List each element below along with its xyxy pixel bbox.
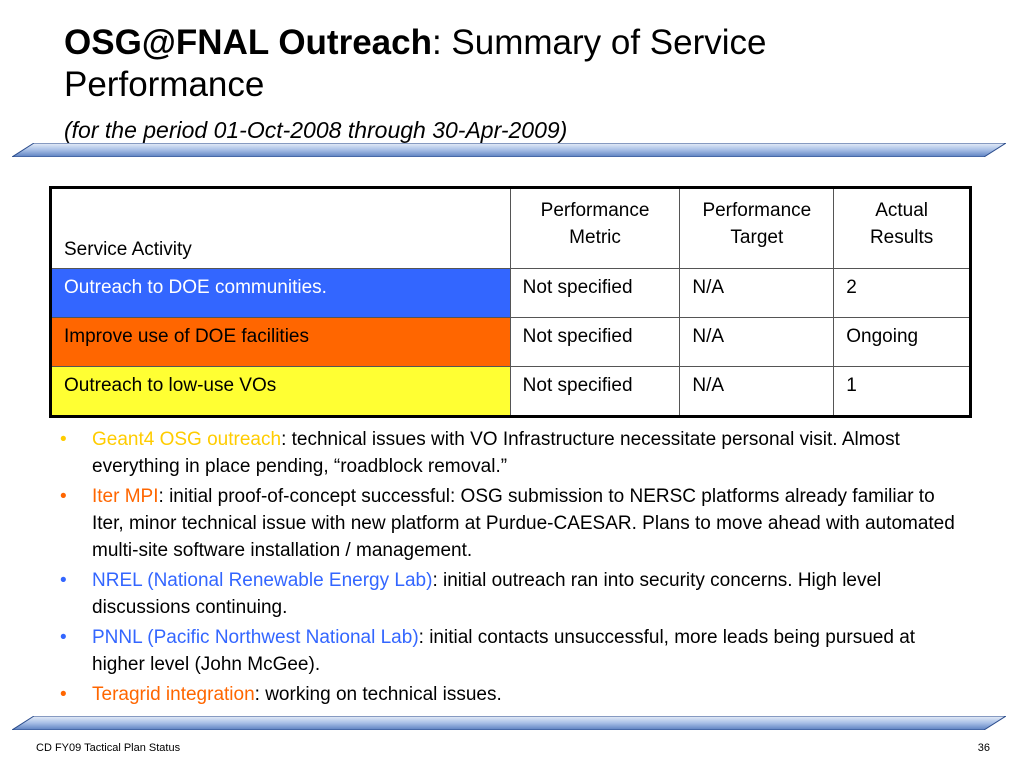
bullet-heading: Teragrid integration (92, 684, 255, 705)
cell-performance-metric: Not specified (510, 318, 680, 367)
bullet-item (60, 567, 960, 621)
page-number: 36 (977, 742, 990, 754)
header-service-activity: Service Activity (51, 188, 511, 269)
header-actual-results: Actual Results (834, 188, 971, 269)
top-divider (12, 143, 1006, 157)
cell-actual-results: Ongoing (834, 318, 971, 367)
bullet-item (60, 483, 960, 564)
cell-service-activity: Outreach to DOE communities. (51, 269, 511, 318)
bullet-heading: NREL (National Renewable Energy Lab) (92, 570, 433, 591)
header-performance-target: Performance Target (680, 188, 834, 269)
table-row (51, 269, 971, 318)
bullet-text: : working on technical issues. (254, 684, 502, 705)
slide-title (64, 22, 964, 106)
bullet-heading: PNNL (Pacific Northwest National Lab) (92, 627, 419, 648)
cell-performance-target: N/A (680, 367, 834, 417)
slide-subtitle: (for the period 01-Oct-2008 through 30-Apr-2009) (64, 117, 568, 143)
bullet-text: : initial outreach ran into security concerns. High level discussions continuing. (92, 570, 882, 618)
slide-title-rest: : Summary of Service Performance (64, 23, 767, 104)
bullet-list (60, 426, 960, 711)
table-row (51, 367, 971, 417)
bullet-marker: • (60, 486, 67, 507)
performance-table (49, 186, 972, 418)
bullet-marker: • (60, 684, 67, 705)
bullet-text: : initial contacts unsuccessful, more leads being pursued at higher level (John McGee). (92, 627, 916, 675)
cell-performance-target: N/A (680, 318, 834, 367)
cell-service-activity: Improve use of DOE facilities (51, 318, 511, 367)
cell-actual-results: 1 (834, 367, 971, 417)
bullet-marker: • (60, 570, 67, 591)
cell-actual-results: 2 (834, 269, 971, 318)
bottom-divider (12, 716, 1006, 730)
cell-performance-target: N/A (680, 269, 834, 318)
bullet-heading: Geant4 OSG outreach (92, 429, 282, 450)
table-row (51, 318, 971, 367)
footer-text: CD FY09 Tactical Plan Status (36, 742, 181, 754)
cell-performance-metric: Not specified (510, 269, 680, 318)
bullet-item (60, 426, 960, 480)
bullet-item (60, 624, 960, 678)
table-header-row (51, 188, 971, 269)
header-performance-metric: Performance Metric (510, 188, 680, 269)
bullet-heading: Iter MPI (92, 486, 159, 507)
cell-performance-metric: Not specified (510, 367, 680, 417)
slide-title-bold: OSG@FNAL Outreach (64, 23, 432, 62)
bullet-item (60, 681, 960, 708)
bullet-marker: • (60, 627, 67, 648)
bullet-text: : technical issues with VO Infrastructure necessitate personal visit. Almost everything in place pending, “roadblock removal.” (92, 429, 900, 477)
cell-service-activity: Outreach to low-use VOs (51, 367, 511, 417)
bullet-text: : initial proof-of-concept successful: OSG submission to NERSC platforms already familiar to Iter, minor technical issue with new platform at Purdue-CAESAR. Plans to move ahead with automated multi-site software installation / management. (92, 486, 955, 561)
bullet-marker: • (60, 429, 67, 450)
